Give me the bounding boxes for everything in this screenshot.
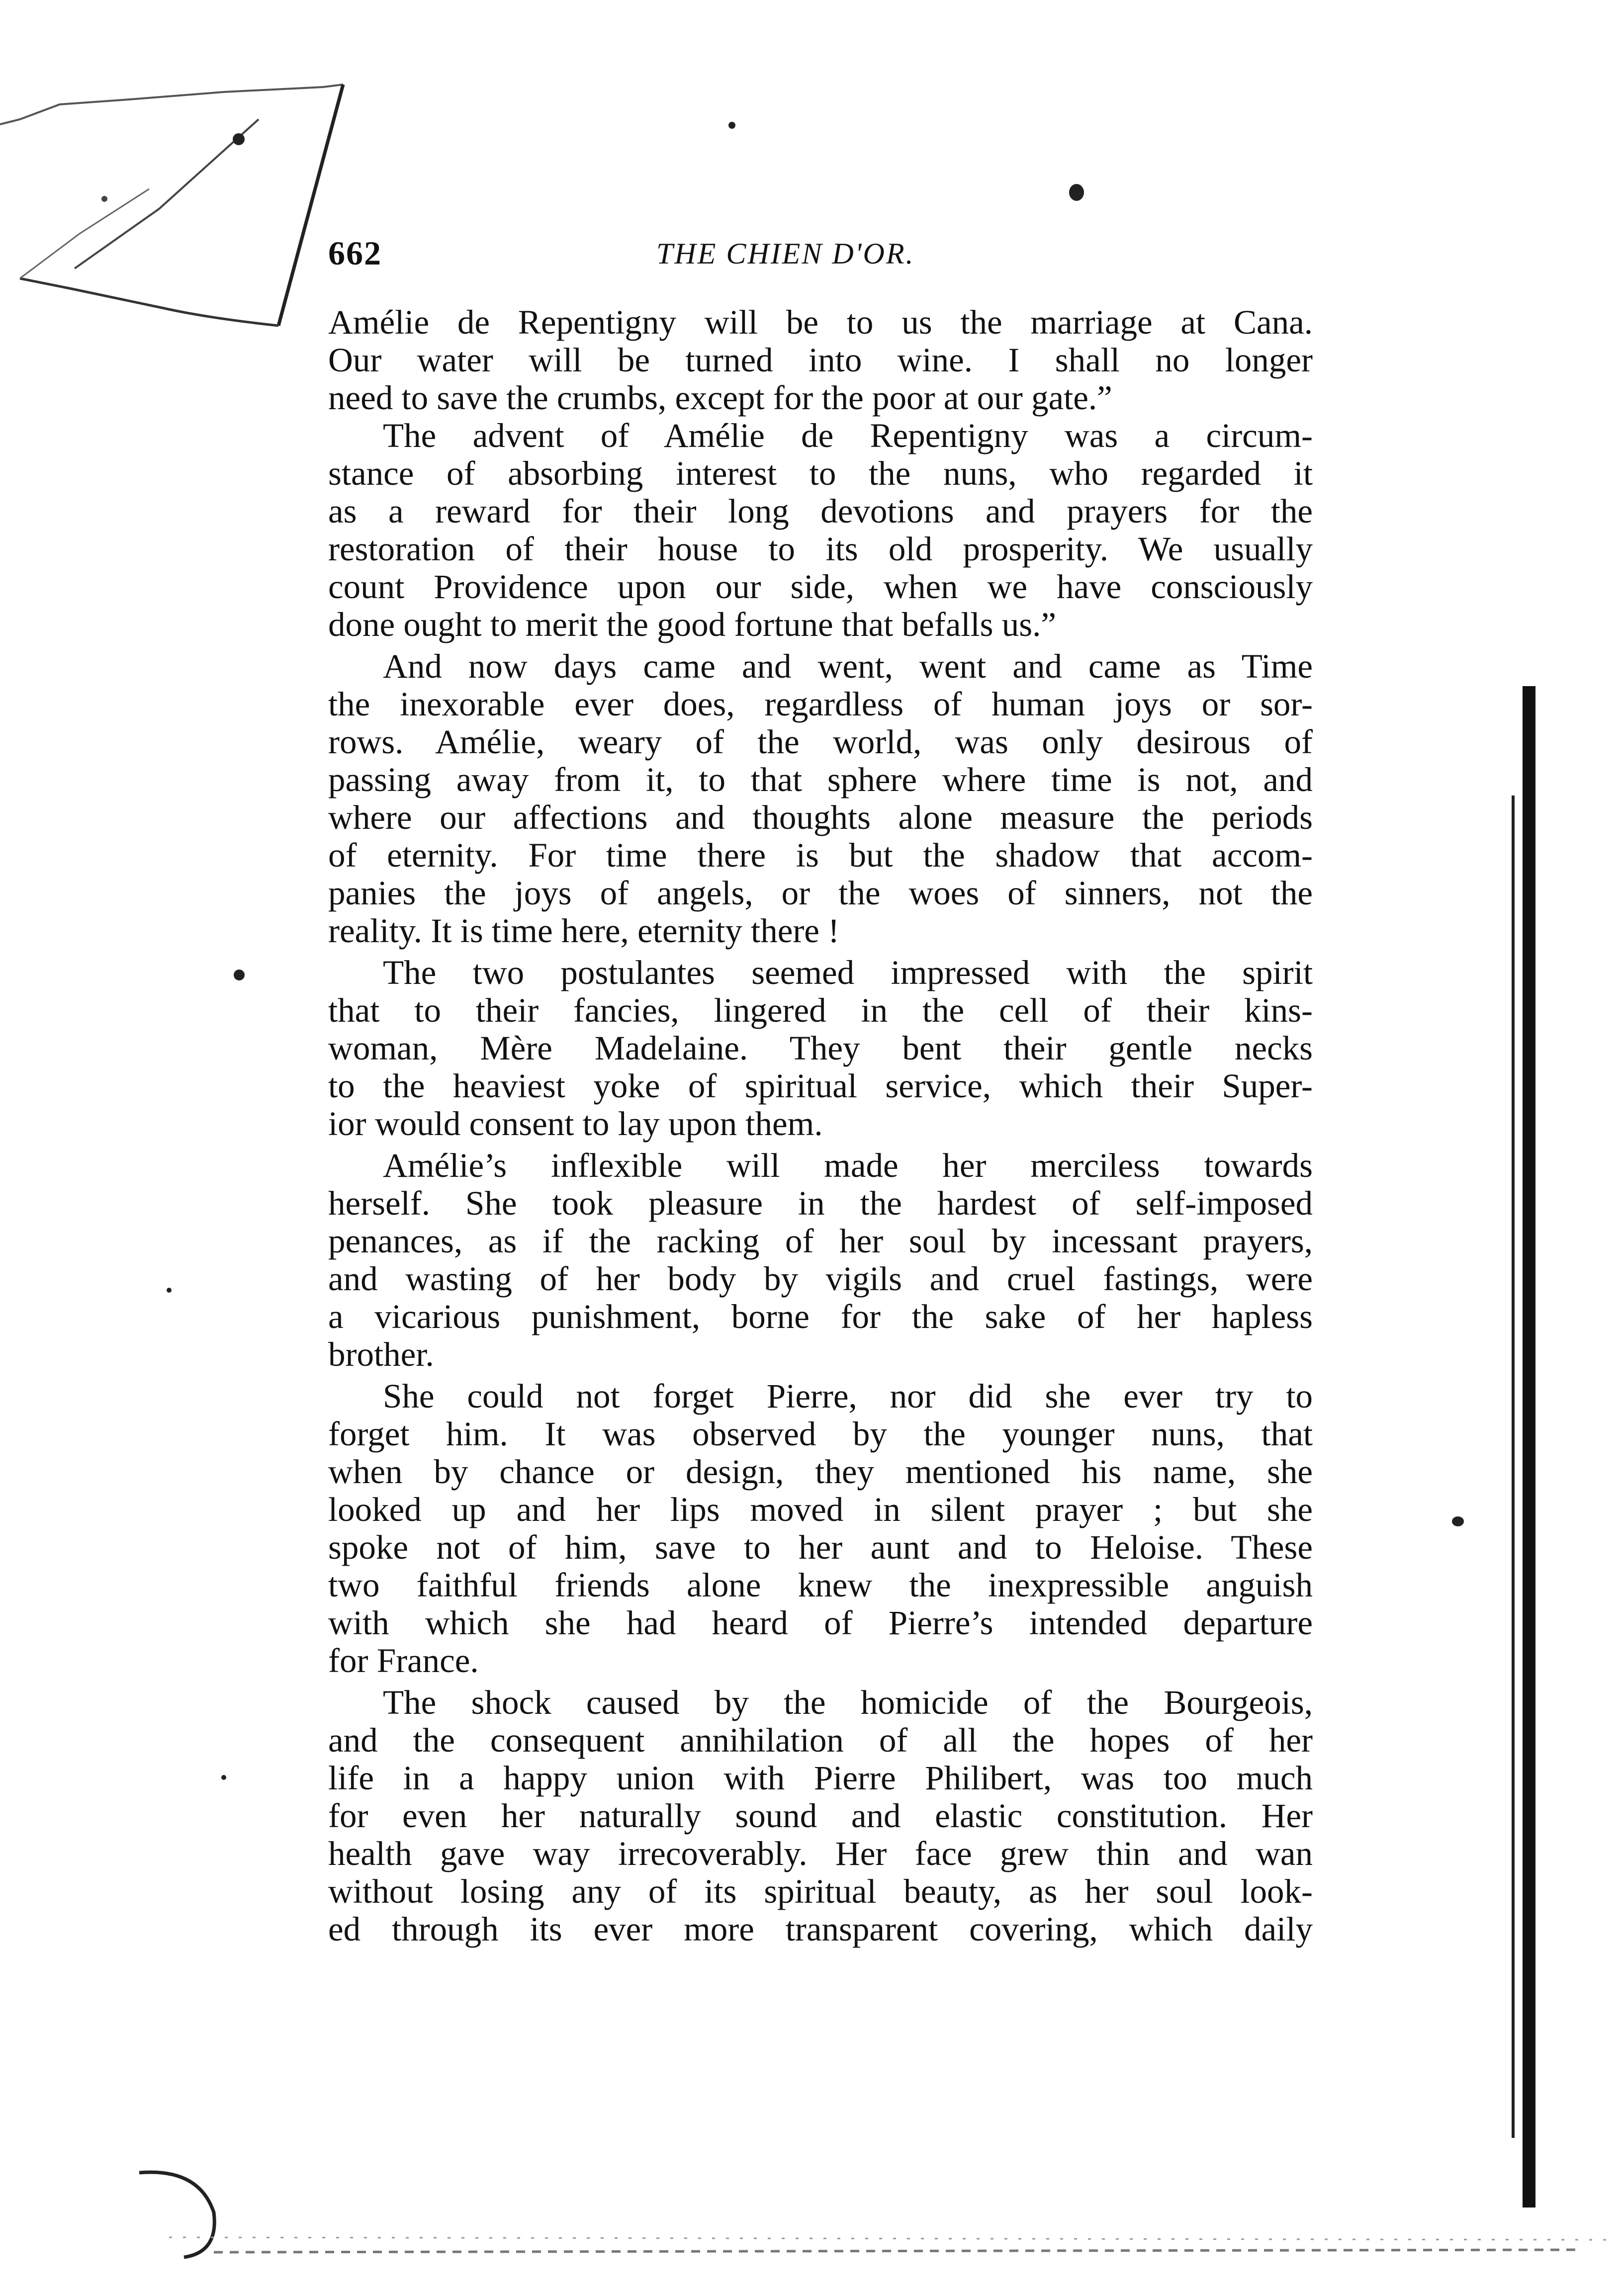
text-line: with which she had heard of Pierre’s intended departure xyxy=(328,1604,1313,1642)
text-line: a vicarious punishment, borne for the sake of her hapless xyxy=(328,1298,1313,1335)
text-line: passing away from it, to that sphere where time is not, and xyxy=(328,761,1313,798)
folded-corner-artifact xyxy=(0,0,358,348)
text-line: reality. It is time here, eternity there ! xyxy=(328,912,840,950)
text-line: life in a happy union with Pierre Philibert, was too much xyxy=(328,1759,1313,1797)
text-line: and the consequent annihilation of all the hopes of her xyxy=(328,1721,1313,1759)
text-line: the inexorable ever does, regardless of human joys or sor- xyxy=(328,685,1313,723)
text-line: need to save the crumbs, except for the poor at our gate.” xyxy=(328,379,1112,417)
speck-artifact xyxy=(167,1288,172,1293)
text-line: for even her naturally sound and elastic constitution. Her xyxy=(328,1797,1313,1835)
text-line: health gave way irrecoverably. Her face grew thin and wan xyxy=(328,1835,1313,1872)
text-line: The shock caused by the homicide of the Bourgeois, xyxy=(383,1683,1313,1721)
bottom-curl-artifact xyxy=(139,2153,1621,2262)
text-line: spoke not of him, save to her aunt and to Heloise. These xyxy=(328,1528,1313,1566)
text-line: rows. Amélie, weary of the world, was only desirous of xyxy=(328,723,1313,761)
text-line: of eternity. For time there is but the shadow that accom- xyxy=(328,836,1313,874)
binding-edge-artifact xyxy=(1523,686,1535,2208)
text-line: two faithful friends alone knew the inexpressible anguish xyxy=(328,1566,1313,1604)
page-header xyxy=(328,234,1323,288)
speck-artifact xyxy=(234,970,245,980)
text-line: The advent of Amélie de Repentigny was a circum- xyxy=(383,417,1313,454)
speck-artifact xyxy=(1069,184,1084,201)
text-line: panies the joys of angels, or the woes of sinners, not the xyxy=(328,874,1313,912)
text-line: herself. She took pleasure in the hardest of self-imposed xyxy=(328,1184,1313,1222)
text-line: The two postulantes seemed impressed with the spirit xyxy=(383,954,1313,991)
text-line: looked up and her lips moved in silent prayer ; but she xyxy=(328,1491,1313,1528)
text-line: Amélie’s inflexible will made her merciless towards xyxy=(383,1147,1313,1184)
text-line: brother. xyxy=(328,1335,434,1373)
text-line: where our affections and thoughts alone measure the periods xyxy=(328,798,1313,836)
text-line: Our water will be turned into wine. I shall no longer xyxy=(328,341,1313,379)
text-line: Amélie de Repentigny will be to us the marriage at Cana. xyxy=(328,303,1313,341)
text-line: forget him. It was observed by the younger nuns, that xyxy=(328,1415,1313,1453)
text-line: count Providence upon our side, when we have consciously xyxy=(328,568,1313,606)
text-line: done ought to merit the good fortune that befalls us.” xyxy=(328,606,1056,643)
text-line: woman, Mère Madelaine. They bent their gentle necks xyxy=(328,1029,1313,1067)
binding-edge-artifact xyxy=(1512,795,1515,2138)
running-title: THE CHIEN D'OR. xyxy=(656,237,915,270)
speck-artifact xyxy=(1452,1516,1464,1526)
text-line: for France. xyxy=(328,1642,479,1679)
text-line: without losing any of its spiritual beauty, as her soul look- xyxy=(328,1872,1313,1910)
text-line: And now days came and went, went and came as Time xyxy=(383,647,1313,685)
body-text xyxy=(328,302,1313,1948)
text-line: ior would consent to lay upon them. xyxy=(328,1105,823,1143)
speck-artifact xyxy=(221,1775,226,1780)
text-line: to the heaviest yoke of spiritual service, which their Super- xyxy=(328,1067,1313,1105)
text-line: that to their fancies, lingered in the cell of their kins- xyxy=(328,991,1313,1029)
text-line: penances, as if the racking of her soul by incessant prayers, xyxy=(328,1222,1313,1260)
text-line: restoration of their house to its old prosperity. We usually xyxy=(328,530,1313,568)
text-line: She could not forget Pierre, nor did she ever try to xyxy=(383,1377,1313,1415)
text-line: ed through its ever more transparent covering, which daily xyxy=(328,1910,1313,1948)
text-line: and wasting of her body by vigils and cruel fastings, were xyxy=(328,1260,1313,1298)
page-number: 662 xyxy=(328,234,382,272)
text-line: as a reward for their long devotions and prayers for the xyxy=(328,492,1313,530)
text-line: when by chance or design, they mentioned his name, she xyxy=(328,1453,1313,1491)
speck-artifact xyxy=(728,122,735,129)
text-line: stance of absorbing interest to the nuns, who regarded it xyxy=(328,454,1313,492)
